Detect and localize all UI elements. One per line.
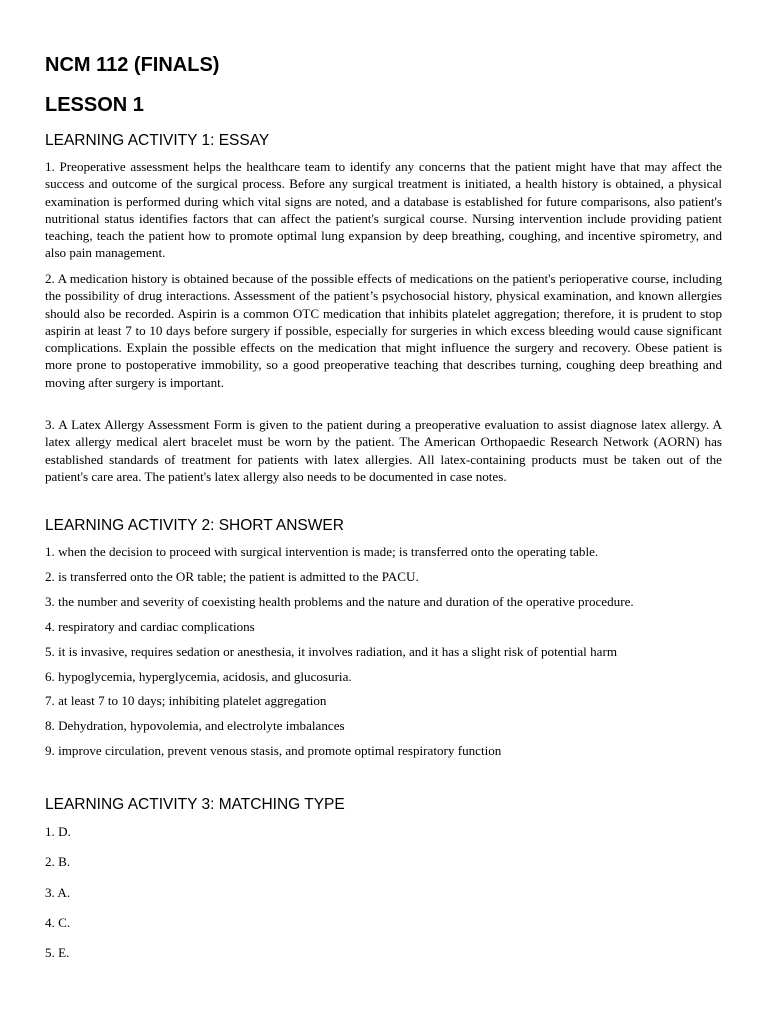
essay-paragraph-2: 2. A medication history is obtained because of the possible effects of medications on the patient's perioperative course, including the possibility of drug interactions. Assessment of the patient’s psychosocial history, physical examination, and known allergies should also be recorded. Aspirin is a common OTC medication that inhibits platelet aggregation; therefore, it is prudent to stop aspirin at least 7 to 10 days before surgery if possible, especially for surgeries in which excess bleeding would cause significant complications. Explain the possible effects on the medication that might influence the surgery and recovery. Obese patient is more prone to postoperative immobility, so a good preoperative teaching that describes turning, coughing deep breathing and moving after surgery is important.: [45, 271, 722, 390]
short-answer-3: 3. the number and severity of coexisting health problems and the nature and duration of the operative procedure.: [45, 594, 634, 609]
matching-answer-2: 2. B.: [45, 854, 71, 869]
activity3-heading: LEARNING ACTIVITY 3: MATCHING TYPE: [45, 796, 345, 813]
matching-answer-1: 1. D.: [45, 824, 71, 839]
essay-paragraph-1: 1. Preoperative assessment helps the healthcare team to identify any concerns that the patient might have that may affect the success and outcome of the surgical process. Before any surgical treatment is initiated, a health history is obtained, a physical examination is performed during which vital signs are noted, and a database is established for future comparisons, also patient's nutritional status identifies factors that can affect the patient's surgical course. Nursing intervention include providing patient teaching, teach the patient how to promote optimal lung expansion by deep breathing, coughing, and incentive spirometry, and also pain management.: [45, 159, 722, 261]
short-answer-8: 8. Dehydration, hypovolemia, and electrolyte imbalances: [45, 718, 345, 733]
short-answer-2: 2. is transferred onto the OR table; the patient is admitted to the PACU.: [45, 569, 419, 584]
short-answer-5: 5. it is invasive, requires sedation or anesthesia, it involves radiation, and it has a slight risk of potential harm: [45, 644, 618, 659]
lesson-heading: LESSON 1: [45, 94, 144, 116]
essay-paragraph-3: 3. A Latex Allergy Assessment Form is given to the patient during a preoperative evaluation to assist diagnose latex allergy. A latex allergy medical alert bracelet must be worn by the patient. The American Orthopaedic Research Network (AORN) has established standards of treatment for patients with latex allergies. All latex-containing products must be taken out of the patient's care area. The patient's latex allergy also needs to be documented in case notes.: [45, 417, 722, 484]
matching-answer-5: 5. E.: [45, 945, 70, 960]
short-answer-7: 7. at least 7 to 10 days; inhibiting platelet aggregation: [45, 693, 327, 708]
short-answer-4: 4. respiratory and cardiac complications: [45, 619, 255, 634]
activity2-heading: LEARNING ACTIVITY 2: SHORT ANSWER: [45, 517, 344, 534]
matching-answer-4: 4. C.: [45, 915, 71, 930]
short-answer-1: 1. when the decision to proceed with surgical intervention is made; is transferred onto the operating table.: [45, 544, 599, 559]
short-answer-9: 9. improve circulation, prevent venous stasis, and promote optimal respiratory function: [45, 743, 502, 758]
activity1-heading: LEARNING ACTIVITY 1: ESSAY: [45, 132, 270, 149]
short-answer-6: 6. hypoglycemia, hyperglycemia, acidosis, and glucosuria.: [45, 669, 352, 684]
document-title: NCM 112 (FINALS): [45, 54, 220, 76]
matching-answer-3: 3. A.: [45, 885, 71, 900]
